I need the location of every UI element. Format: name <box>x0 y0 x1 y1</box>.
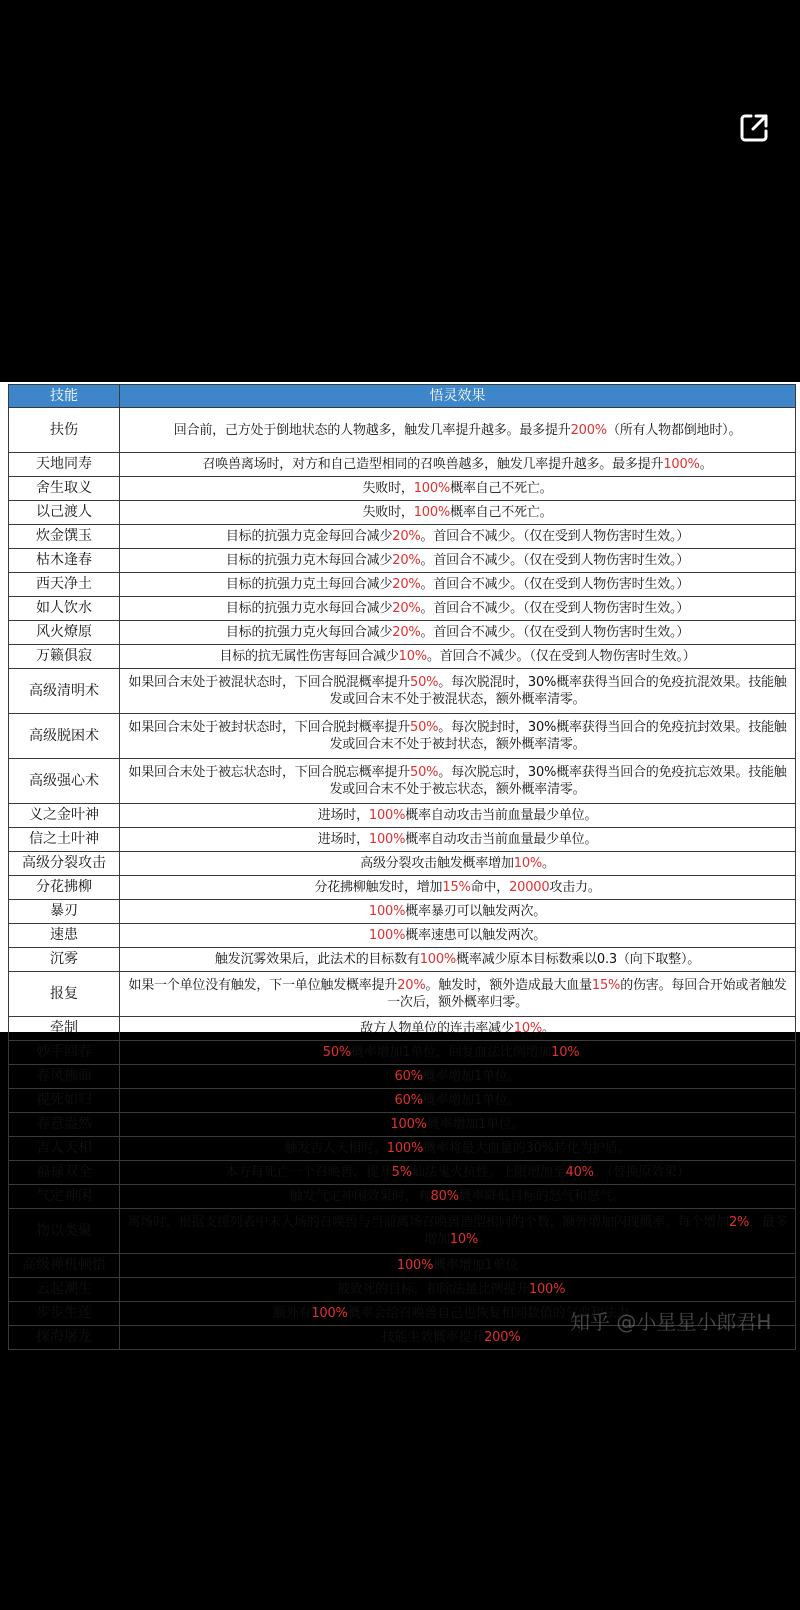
table-row <box>9 621 796 645</box>
skill-name: 妙手回春 <box>9 1041 120 1065</box>
highlight-value: 50% <box>410 675 439 690</box>
skill-name: 风火燎原 <box>9 621 120 645</box>
skill-effect: 50%概率增加1单位，回复血法比例增加10%。 <box>120 1041 796 1065</box>
highlight-value: 100% <box>528 1282 566 1297</box>
skill-effect: 如果回合末处于被忘状态时，下回合脱忘概率提升50%。每次脱忘时，30%概率获得当回合的免疫抗忘效果。技能触发或回合末不处于被忘状态，额外概率清零。 <box>120 759 796 804</box>
skill-effect: 失败时，100%概率自己不死亡。 <box>120 477 796 501</box>
table-row <box>9 900 796 924</box>
table-row <box>9 408 796 453</box>
skill-effect: 敌方人物单位的连击率减少10%。 <box>120 1017 796 1041</box>
table-row <box>9 1113 796 1137</box>
table-row <box>9 477 796 501</box>
table-row <box>9 1041 796 1065</box>
table-row <box>9 876 796 900</box>
skill-effect: 触发吉人天相时，100%概率将最大血量的30%转化为护盾。 <box>120 1137 796 1161</box>
skill-name: 牵制 <box>9 1017 120 1041</box>
table-row <box>9 948 796 972</box>
highlight-value: 15% <box>591 978 621 993</box>
share-button[interactable] <box>732 106 776 150</box>
skill-effect: 如果回合末处于被混状态时，下回合脱混概率提升50%。每次脱混时，30%概率获得当回合的免疫抗混效果。技能触发或回合末不处于被混状态，额外概率清零。 <box>120 669 796 714</box>
skill-effect: 离场时，根据支援列表中未入场的召唤兽与当前离场召唤兽造型相同的个数，额外增加闪现概率。每个增加2%，最多增加10%。 <box>120 1209 796 1254</box>
skill-name: 天地同寿 <box>9 453 120 477</box>
highlight-value: 50% <box>410 720 439 735</box>
skill-name: 义之金叶神 <box>9 804 120 828</box>
skill-effect: 额外有100%概率会给召唤兽自己也恢复相同数值的气血和法力。 <box>120 1302 796 1326</box>
highlight-value: 10% <box>513 1021 543 1036</box>
highlight-value: 10% <box>398 649 427 664</box>
highlight-value: 15% <box>442 880 471 895</box>
skill-effect: 进场时，100%概率自动攻击当前血量最少单位。 <box>120 804 796 828</box>
skill-name: 西天净土 <box>9 573 120 597</box>
highlight-value: 20% <box>392 625 421 640</box>
table-row <box>9 1209 796 1254</box>
skill-effect: 召唤兽离场时，对方和自己造型相同的召唤兽越多，触发几率提升越多。最多提升100%。 <box>120 453 796 477</box>
skill-name: 扶伤 <box>9 408 120 453</box>
table-row <box>9 714 796 759</box>
skill-effect: 100%概率增加1单位 <box>120 1254 796 1278</box>
skill-effect: 60%概率增加1单位。 <box>120 1065 796 1089</box>
skill-effect: 目标的抗强力克火每回合减少20%。首回合不减少。（仅在受到人物伤害时生效。） <box>120 621 796 645</box>
table-row <box>9 852 796 876</box>
table-row <box>9 1161 796 1185</box>
skill-name: 报复 <box>9 972 120 1017</box>
skill-effect: 100%概率暴刃可以触发两次。 <box>120 900 796 924</box>
skill-name: 沉雾 <box>9 948 120 972</box>
skill-name: 速患 <box>9 924 120 948</box>
highlight-value: 100% <box>368 928 406 943</box>
skill-effect: 目标的抗强力克水每回合减少20%。首回合不减少。（仅在受到人物伤害时生效。） <box>120 597 796 621</box>
table-row <box>9 453 796 477</box>
highlight-value: 100% <box>419 952 457 967</box>
table-row <box>9 759 796 804</box>
highlight-value: 50% <box>410 765 439 780</box>
highlight-value: 10% <box>551 1045 580 1060</box>
skill-effect: 目标的抗强力克木每回合减少20%。首回合不减少。（仅在受到人物伤害时生效。） <box>120 549 796 573</box>
skill-name: 物以类聚 <box>9 1209 120 1254</box>
skill-effect: 如果一个单位没有触发，下一单位触发概率提升20%。触发时，额外造成最大血量15%的伤害。每回合开始或者触发一次后，额外概率归零。 <box>120 972 796 1017</box>
table-row <box>9 1278 796 1302</box>
table-row <box>9 804 796 828</box>
table-row <box>9 501 796 525</box>
table-row <box>9 1254 796 1278</box>
highlight-value: 2% <box>728 1215 750 1230</box>
highlight-value: 20% <box>392 529 421 544</box>
highlight-value: 100% <box>390 1117 427 1132</box>
skill-effect: 技能生效概率提升200%。 <box>120 1326 796 1350</box>
skill-effect: 本方每死亡一个召唤兽，提升5%仙法鬼火抗性。上限增加至40%。（替换原效果） <box>120 1161 796 1185</box>
highlight-value: 60% <box>394 1093 423 1108</box>
skill-name: 吉人天相 <box>9 1137 120 1161</box>
table-row <box>9 549 796 573</box>
highlight-value: 100% <box>396 1258 434 1273</box>
skill-name: 福禄双全 <box>9 1161 120 1185</box>
header-skill: 技能 <box>9 385 120 408</box>
highlight-value: 100% <box>663 457 700 472</box>
skill-effect: 目标的抗强力克土每回合减少20%。首回合不减少。（仅在受到人物伤害时生效。） <box>120 573 796 597</box>
table-row <box>9 573 796 597</box>
skill-name: 春风拂面 <box>9 1065 120 1089</box>
highlight-value: 20000 <box>509 880 550 895</box>
skill-name: 信之土叶神 <box>9 828 120 852</box>
skill-name: 高级脱困术 <box>9 714 120 759</box>
skill-name: 枯木逢春 <box>9 549 120 573</box>
table-row <box>9 597 796 621</box>
skill-name: 春意盎然 <box>9 1113 120 1137</box>
highlight-value: 40% <box>565 1165 594 1180</box>
table-row <box>9 645 796 669</box>
skill-effect: 目标的抗无属性伤害每回合减少10%。首回合不减少。（仅在受到人物伤害时生效。） <box>120 645 796 669</box>
skill-effect: 如果回合末处于被封状态时，下回合脱封概率提升50%。每次脱封时，30%概率获得当回合的免疫抗封效果。技能触发或回合末不处于被封状态，额外概率清零。 <box>120 714 796 759</box>
highlight-value: 60% <box>394 1069 423 1084</box>
highlight-value: 200% <box>570 422 607 438</box>
highlight-value: 100% <box>311 1306 348 1321</box>
skill-name: 万籁俱寂 <box>9 645 120 669</box>
skill-name: 舍生取义 <box>9 477 120 501</box>
skill-effect: 触发气定神闲效果时，有80%概率降低目标的怒气和怒气。 <box>120 1185 796 1209</box>
table-row <box>9 828 796 852</box>
skill-effect: 100%概率增加1单位。 <box>120 1113 796 1137</box>
skill-effect: 分花拂柳触发时，增加15%命中，20000攻击力。 <box>120 876 796 900</box>
header-effect: 悟灵效果 <box>120 385 796 408</box>
table-body <box>9 408 796 1350</box>
watermark: 知乎 @小星星小郎君H <box>570 1310 772 1334</box>
skill-name: 气定神闲 <box>9 1185 120 1209</box>
skill-name: 步步生莲 <box>9 1302 120 1326</box>
share-external-icon <box>736 110 772 146</box>
table-row <box>9 1137 796 1161</box>
table-row <box>9 525 796 549</box>
skill-name: 高级强心术 <box>9 759 120 804</box>
highlight-value: 20% <box>392 553 421 568</box>
skill-name: 视死如归 <box>9 1089 120 1113</box>
table-row <box>9 1326 796 1350</box>
table-row <box>9 1089 796 1113</box>
skill-effect: 目标的抗强力克金每回合减少20%。首回合不减少。（仅在受到人物伤害时生效。） <box>120 525 796 549</box>
skill-name: 云起潮生 <box>9 1278 120 1302</box>
highlight-value: 200% <box>484 1330 521 1345</box>
table-row <box>9 1302 796 1326</box>
highlight-value: 100% <box>368 808 406 823</box>
skill-name: 炊金馔玉 <box>9 525 120 549</box>
skill-name: 高级分裂攻击 <box>9 852 120 876</box>
highlight-value: 100% <box>368 904 406 919</box>
skill-name: 如人饮水 <box>9 597 120 621</box>
skill-effect: 高级分裂攻击触发概率增加10%。 <box>120 852 796 876</box>
skill-name: 分花拂柳 <box>9 876 120 900</box>
skill-table <box>8 384 796 1350</box>
highlight-value: 80% <box>430 1189 459 1204</box>
table-row <box>9 1185 796 1209</box>
skill-effect: 失败时，100%概率自己不死亡。 <box>120 501 796 525</box>
skill-effect: 100%概率速患可以触发两次。 <box>120 924 796 948</box>
highlight-value: 20% <box>397 978 426 993</box>
highlight-value: 100% <box>386 1141 424 1156</box>
skill-effect: 触发沉雾效果后，此法术的目标数有100%概率减少原本目标数乘以0.3（向下取整）。 <box>120 948 796 972</box>
highlight-value: 50% <box>322 1045 352 1060</box>
skill-name: 高级禅机顿悟 <box>9 1254 120 1278</box>
highlight-value: 10% <box>449 1232 479 1247</box>
highlight-value: 5% <box>391 1165 412 1180</box>
skill-name: 以己渡人 <box>9 501 120 525</box>
highlight-value: 20% <box>392 577 421 592</box>
table-row <box>9 669 796 714</box>
highlight-value: 100% <box>368 832 406 847</box>
highlight-value: 10% <box>513 856 543 871</box>
skill-effect: 被致死的目标，扣除法量比例提升100%。 <box>120 1278 796 1302</box>
highlight-value: 100% <box>413 481 451 496</box>
skill-name: 高级清明术 <box>9 669 120 714</box>
skill-name: 探海屠龙 <box>9 1326 120 1350</box>
table-row <box>9 1017 796 1041</box>
table-row <box>9 924 796 948</box>
highlight-value: 20% <box>392 601 421 616</box>
table-row <box>9 1065 796 1089</box>
table-row <box>9 972 796 1017</box>
table-header-row <box>9 385 796 408</box>
skill-effect: 60%概率增加1单位。 <box>120 1089 796 1113</box>
skill-name: 暴刃 <box>9 900 120 924</box>
skill-effect: 回合前，己方处于倒地状态的人物越多，触发几率提升越多。最多提升200%（所有人物都倒地时）。 <box>120 408 796 453</box>
highlight-value: 100% <box>413 505 451 520</box>
skill-effect: 进场时，100%概率自动攻击当前血量最少单位。 <box>120 828 796 852</box>
